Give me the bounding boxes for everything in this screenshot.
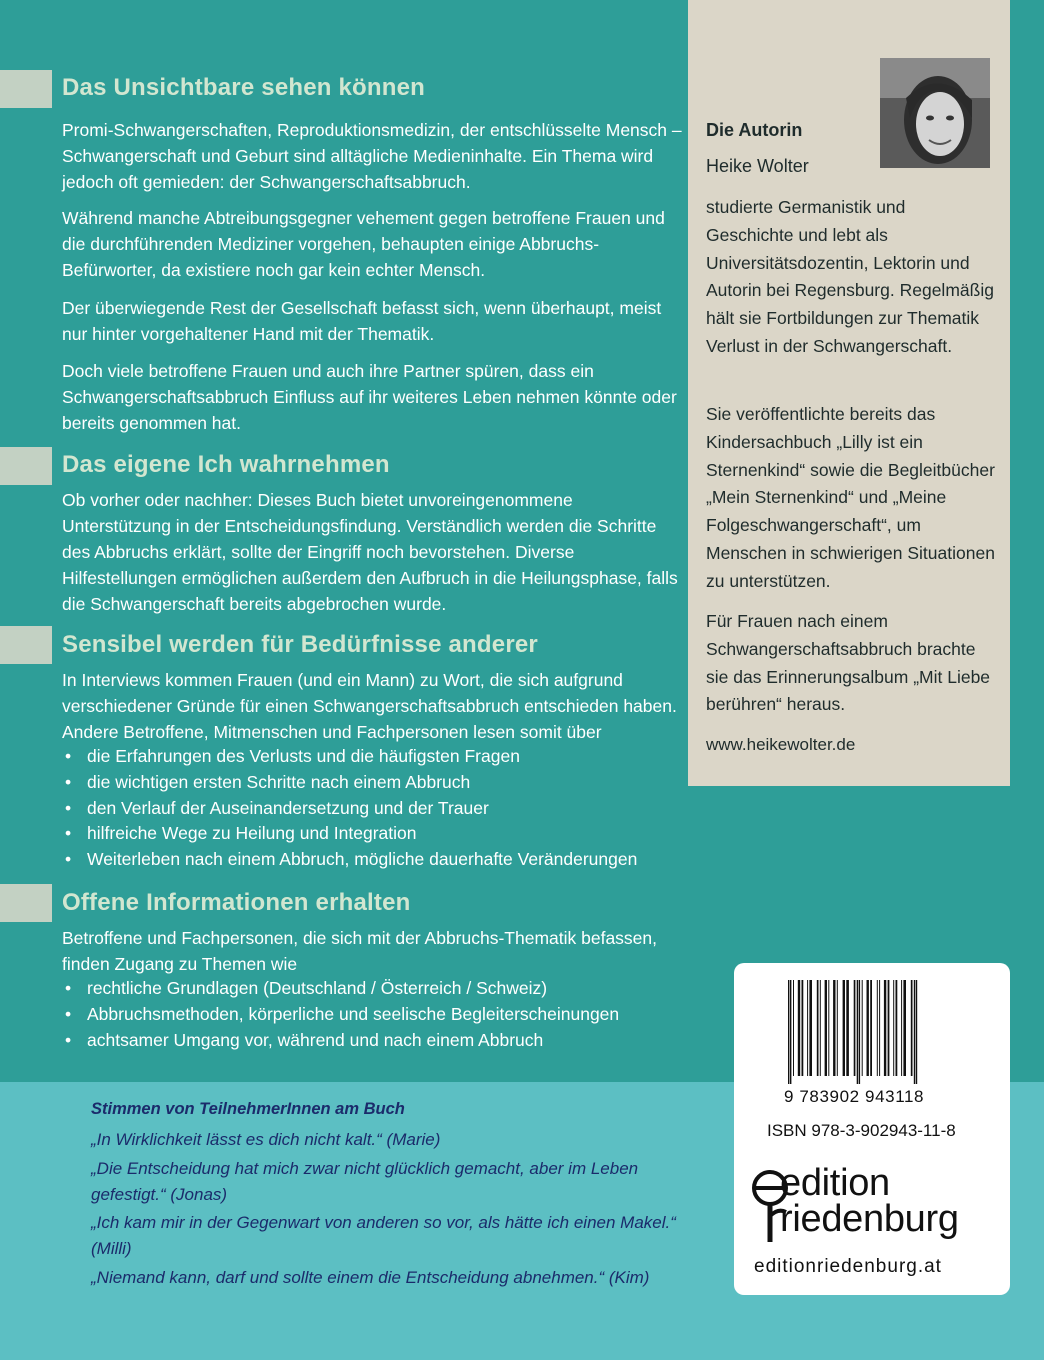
quote: „Niemand kann, darf und sollte einem die Entscheidung abnehmen.“ (Kim) xyxy=(91,1268,650,1287)
section-heading: Sensibel werden für Bedürfnisse anderer xyxy=(62,631,538,658)
barcode-bar xyxy=(911,980,913,1076)
publisher-logo-line2: riedenburg xyxy=(780,1198,959,1240)
author-bio: Für Frauen nach einem Schwangerschaftsabbruch brachte sie das Erinnerungsalbum „Mit Liebe berühren“ heraus. xyxy=(706,611,991,715)
barcode-bar xyxy=(916,980,917,1084)
section-heading: Das eigene Ich wahrnehmen xyxy=(62,451,390,478)
barcode-bar xyxy=(877,980,878,1076)
barcode-bar xyxy=(809,980,812,1076)
list-item: • die Erfahrungen des Verlusts und die häufigsten Fragen xyxy=(62,744,682,770)
barcode-bar xyxy=(896,980,898,1076)
author-label: Die Autorin xyxy=(706,120,803,140)
quotes-title: Stimmen von TeilnehmerInnen am Buch xyxy=(91,1100,405,1118)
section-paragraph: In Interviews kommen Frauen (und ein Mann) zu Wort, die sich aufgrund verschiedener Gründe für einen Schwangerschaftsabbruch entschieden haben. Andere Betroffene, Mitmenschen und Fachpersonen lesen somit über xyxy=(62,670,677,742)
barcode-bar xyxy=(825,980,827,1076)
quote: „In Wirklichkeit lässt es dich nicht kalt.“ (Marie) xyxy=(91,1130,441,1149)
section-paragraph: Der überwiegende Rest der Gesellschaft befasst sich, wenn überhaupt, meist nur hinter vorgehaltener Hand mit der Thematik. xyxy=(62,298,662,344)
list-item: • hilfreiche Wege zu Heilung und Integration xyxy=(62,821,682,847)
barcode-bar xyxy=(788,980,789,1084)
quote: „Die Entscheidung hat mich zwar nicht glücklich gemacht, aber im Leben gefestigt.“ (Jonas) xyxy=(91,1159,639,1204)
barcode-digits: 9 783902 943118 xyxy=(784,1087,925,1106)
barcode-bar xyxy=(820,980,821,1076)
section-marker xyxy=(0,70,52,108)
barcode-bar xyxy=(798,980,800,1076)
barcode-bar xyxy=(793,980,794,1076)
barcode-bar xyxy=(867,980,869,1076)
author-bio: studierte Germanistik und Geschichte und lebt als Universitätsdozentin, Lektorin und Autorin bei Regensburg. Regelmäßig hält sie Fortbildungen zur Thematik Verlust in der Schwangerschaft. xyxy=(706,197,994,356)
barcode-bar xyxy=(862,980,863,1076)
barcode-bar xyxy=(857,980,858,1084)
barcode-bar xyxy=(817,980,819,1076)
author-portrait-icon xyxy=(880,58,990,168)
section-paragraph: Promi-Schwangerschaften, Reproduktionsmedizin, der entschlüsselte Mensch – Schwangerschaft und Geburt sind alltägliche Medieninhalte. Ein Thema wird jedoch oft gemieden: der Schwangerschaftsabbruch. xyxy=(62,120,682,192)
barcode-bar xyxy=(859,980,860,1084)
author-bio: Sie veröffentlichte bereits das Kindersachbuch „Lilly ist ein Sternenkind“ sowie die Begleitbücher „Mein Sternenkind“ und „Meine Folgeschwangerschaft“, um Menschen in schwierigen Situationen zu unterstützen. xyxy=(706,404,995,591)
list-item: • rechtliche Grundlagen (Deutschland / Österreich / Schweiz) xyxy=(62,976,682,1002)
list-item: • Abbruchsmethoden, körperliche und seelische Begleiterscheinungen xyxy=(62,1002,682,1028)
publisher-logo-line1: edition xyxy=(780,1162,890,1204)
barcode-bar xyxy=(828,980,829,1076)
section-marker xyxy=(0,626,52,664)
section-marker xyxy=(0,447,52,485)
section-paragraph: Während manche Abtreibungsgegner vehement gegen betroffene Frauen und die durchführenden Mediziner vorgehen, behaupten einige Abbruchs-Befürworter, da existiere noch gar kein echter Mensch. xyxy=(62,208,665,280)
bullet-list xyxy=(62,744,682,873)
section-paragraph: Doch viele betroffene Frauen und auch ihre Partner spüren, dass ein Schwangerschaftsabbruch Einfluss auf ihr weiteres Leben nehmen könnte oder bereits genommen hat. xyxy=(62,361,677,433)
quote: „Ich kam mir in der Gegenwart von anderen so vor, als hätte ich einen Makel.“ (Milli) xyxy=(91,1213,676,1258)
barcode-bar xyxy=(903,980,906,1076)
barcode-bar xyxy=(884,980,886,1076)
barcode-bar xyxy=(893,980,894,1076)
section-marker xyxy=(0,884,52,922)
list-item: • den Verlauf der Auseinandersetzung und der Trauer xyxy=(62,796,682,822)
publisher-website-link[interactable]: editionriedenburg.at xyxy=(754,1256,942,1277)
list-item: • achtsamer Umgang vor, während und nach einem Abbruch xyxy=(62,1028,682,1054)
barcode-bar xyxy=(846,980,849,1076)
isbn: ISBN 978-3-902943-11-8 xyxy=(767,1121,956,1140)
barcode-bar xyxy=(802,980,804,1076)
barcode-bar xyxy=(807,980,808,1076)
barcode-bar xyxy=(837,980,838,1076)
barcode-bar xyxy=(833,980,835,1076)
publisher-logo xyxy=(752,1162,998,1246)
section-heading: Offene Informationen erhalten xyxy=(62,889,411,916)
barcode-bar xyxy=(914,980,915,1084)
barcode-bar xyxy=(888,980,890,1076)
author-website-link[interactable]: www.heikewolter.de xyxy=(706,735,856,754)
section-paragraph: Betroffene und Fachpersonen, die sich mit der Abbruchs-Thematik befassen, finden Zugang zu Themen wie xyxy=(62,928,658,974)
barcode-bar xyxy=(854,980,856,1076)
barcode-bar xyxy=(870,980,872,1076)
section-paragraph: Ob vorher oder nachher: Dieses Buch bietet unvoreingenommene Unterstützung in der Entscheidungsfindung. Verständlich werden die Schritte des Abbruchs erklärt, sollte der Eingriff noch bevorstehen. Diverse Hilfestellungen ermöglichen außerdem den Aufbruch in die Heilungsphase, falls die Schwangerschaft bereits abgebrochen wurde. xyxy=(62,490,678,614)
barcode-bar xyxy=(879,980,880,1076)
barcode-bar xyxy=(843,980,845,1076)
barcode-bar xyxy=(790,980,791,1084)
bullet-list xyxy=(62,976,682,1053)
section-heading: Das Unsichtbare sehen können xyxy=(62,74,426,101)
list-item: • die wichtigen ersten Schritte nach einem Abbruch xyxy=(62,770,682,796)
barcode-bar xyxy=(901,980,902,1076)
author-name: Heike Wolter xyxy=(706,156,809,176)
list-item: • Weiterleben nach einem Abbruch, mögliche dauerhafte Veränderungen xyxy=(62,847,682,873)
